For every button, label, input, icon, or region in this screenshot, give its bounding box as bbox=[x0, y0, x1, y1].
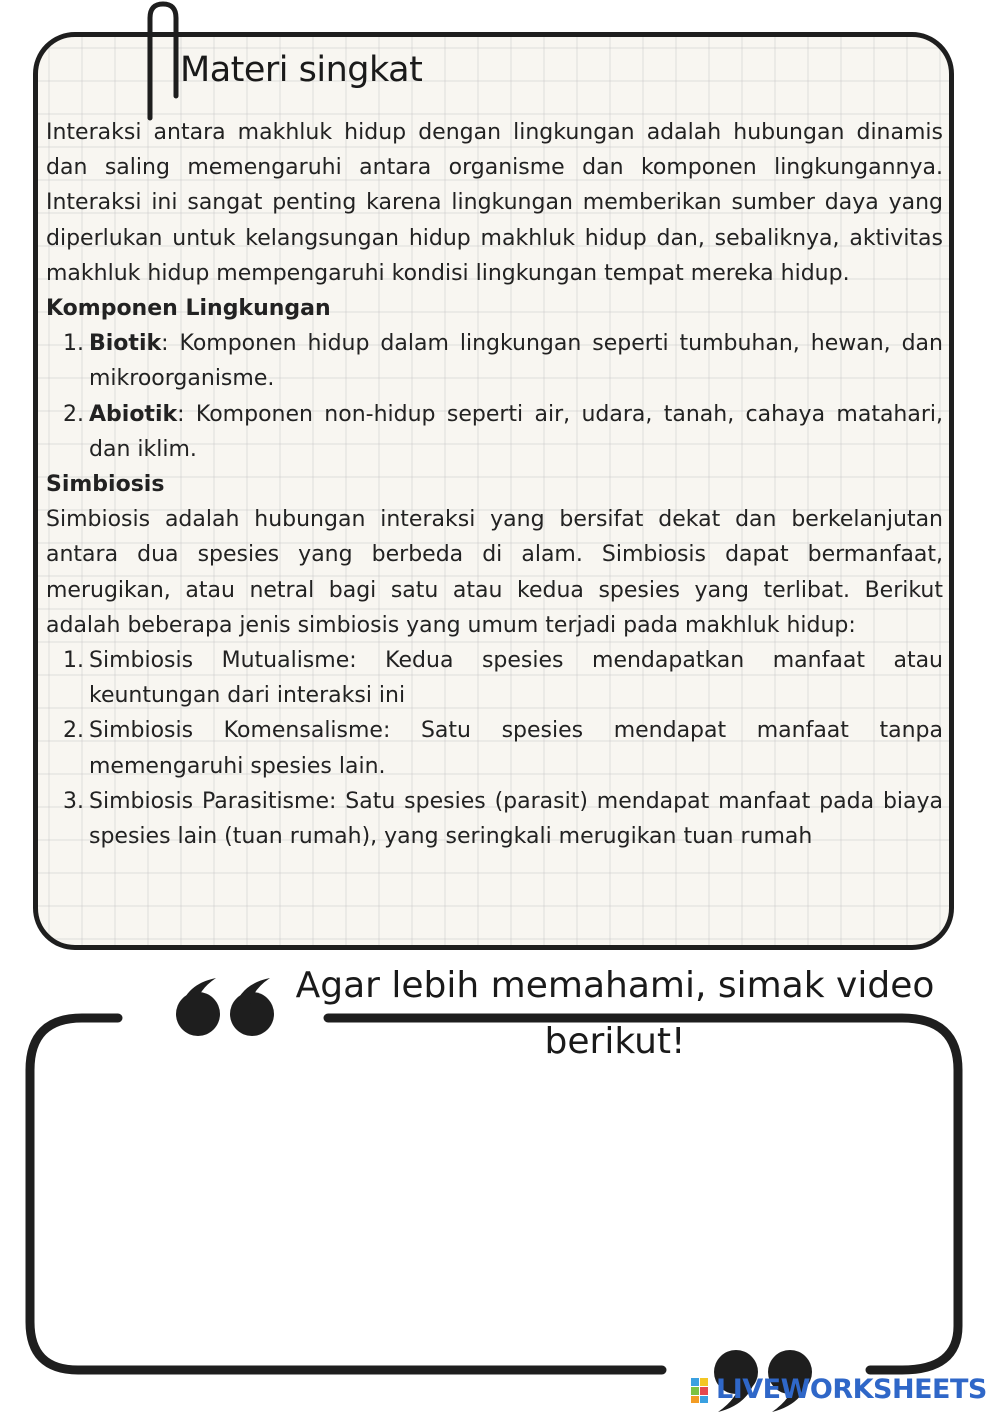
components-list bbox=[46, 326, 943, 467]
components-heading: Komponen Lingkungan bbox=[46, 296, 331, 322]
list-item bbox=[46, 784, 943, 854]
component-description: : Komponen hidup dalam lingkungan seperti tumbuhan, hewan, dan mikroorganisme. bbox=[89, 331, 943, 392]
intro-paragraph: Interaksi antara makhluk hidup dengan lingkungan adalah hubungan dinamis dan saling memengaruhi antara organisme dan komponen lingkungannya. Interaksi ini sangat penting karena lingkungan memberikan sumber daya yang diperlukan untuk kelangsungan hidup makhluk hidup dan, sebaliknya, aktivitas makhluk hidup mempengaruhi kondisi lingkungan tempat mereka hidup. bbox=[46, 120, 943, 286]
list-item bbox=[46, 643, 943, 713]
card-content bbox=[46, 115, 943, 854]
list-number: 1. bbox=[63, 648, 84, 674]
component-term: Biotik bbox=[89, 331, 162, 357]
list-item bbox=[46, 713, 943, 783]
brand-name: LIVEWORKSHEETS bbox=[716, 1374, 987, 1405]
symbiosis-type: Simbiosis Komensalisme: Satu spesies mendapat manfaat tanpa memengaruhi spesies lain. bbox=[89, 718, 943, 779]
liveworksheets-logo-icon bbox=[690, 1376, 718, 1404]
video-prompt: Agar lebih memahami, simak video berikut! bbox=[295, 965, 935, 1062]
component-term: Abiotik bbox=[89, 401, 178, 427]
component-description: : Komponen non-hidup seperti air, udara, tanah, cahaya matahari, dan iklim. bbox=[89, 401, 943, 462]
list-item bbox=[46, 326, 943, 396]
symbiosis-type: Simbiosis Parasitisme: Satu spesies (parasit) mendapat manfaat pada biaya spesies lain (tuan rumah), yang seringkali merugikan tuan rumah bbox=[89, 788, 943, 850]
list-item bbox=[46, 397, 943, 467]
list-number: 2. bbox=[63, 718, 84, 744]
card-title: Materi singkat bbox=[180, 50, 423, 90]
list-number: 1. bbox=[63, 331, 84, 357]
symbiosis-list bbox=[46, 643, 943, 854]
list-number: 2. bbox=[63, 401, 84, 427]
symbiosis-type: Simbiosis Mutualisme: Kedua spesies mendapatkan manfaat atau keuntungan dari interaksi ini bbox=[89, 648, 943, 709]
liveworksheets-brand bbox=[690, 1374, 990, 1408]
symbiosis-heading: Simbiosis bbox=[46, 472, 165, 498]
list-number: 3. bbox=[63, 788, 84, 814]
symbiosis-paragraph: Simbiosis adalah hubungan interaksi yang bersifat dekat dan berkelanjutan antara dua spesies yang berbeda di alam. Simbiosis dapat bermanfaat, merugikan, atau netral bagi satu atau kedua spesies yang terlibat. Berikut adalah beberapa jenis simbiosis yang umum terjadi pada makhluk hidup: bbox=[46, 507, 943, 638]
open-quote-icon bbox=[172, 976, 278, 1038]
